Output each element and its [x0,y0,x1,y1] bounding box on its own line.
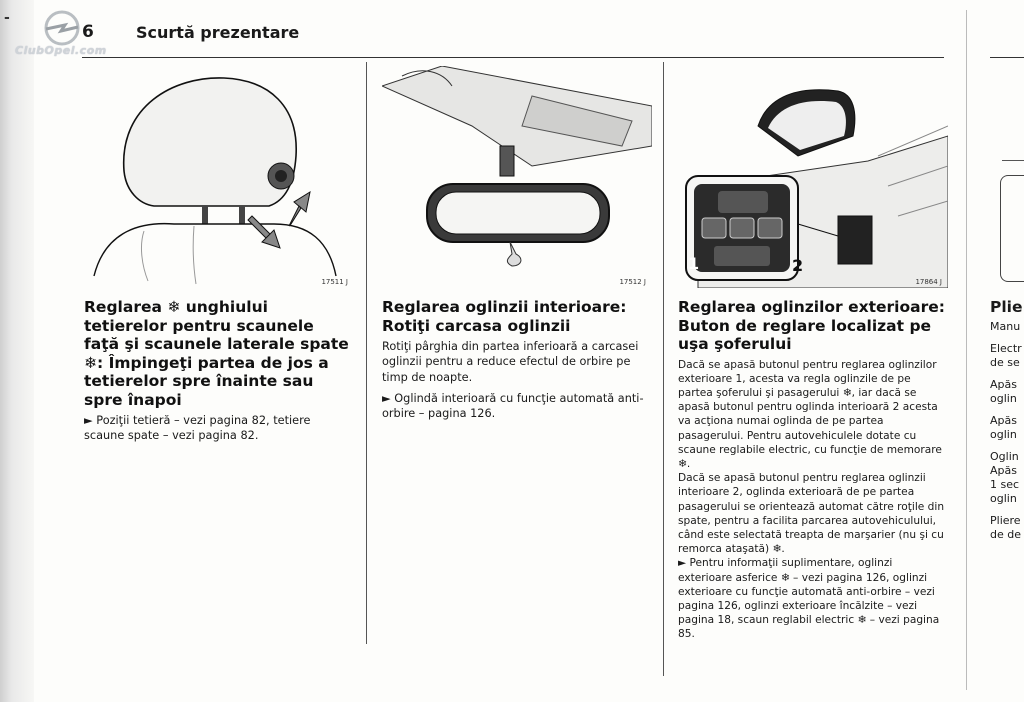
figure-code: 17512 J [619,278,646,286]
fragment-line: Oglin [990,450,1019,463]
fragment-line: Electr [990,342,1022,355]
paragraph: ► Pentru informaţii suplimentare, oglinzi exterioare asferice ❄ – vezi pagina 126, oglinzi exterioare cu funcţie automată anti-orbire – vezi pagina 126, oglinzi exterioare încălzite – vezi pagina 18, scaun reglabil electric ❄ – vezi pagina 85. [678,557,940,641]
opel-logo-icon [40,8,84,48]
callout-1: 1 [688,254,700,273]
next-page-fragment [990,298,1024,542]
paragraph: ► Poziţii tetieră – vezi pagina 82, tetiere scaune spate – vezi pagina 82. [84,414,311,443]
column-divider [663,62,664,676]
fragment-line: oglin [990,492,1017,505]
fragment-line: Pliere [990,514,1021,527]
watermark: ClubOpel.com [15,44,107,57]
fragment-line: Manu [990,320,1021,333]
column-interior-mirror [382,298,652,421]
figure-code: 17511 J [321,278,348,286]
door-control-illustration [678,66,948,288]
callout-2: 2 [792,256,804,275]
paragraph: Dacă se apasă butonul pentru reglarea oglinzii interioare 2, oglinda exterioară de pe partea pasagerului se orientează automat către roţile din spate, pentru a facilita parcarea autovehiculului, când este selectată treapta de marşarier (nu şi cu remorca ataşată) ❄. [678,472,945,556]
figure-interior-mirror [382,66,652,288]
figure-exterior-mirror-control [678,66,948,288]
next-page-fig-frame [1000,175,1024,282]
fragment-line: de de [990,528,1021,541]
book-spine-shadow [0,0,34,702]
header-rule [82,57,944,58]
section-title: Scurtă prezentare [136,23,300,42]
fragment-line: Apăs [990,414,1017,427]
next-page-header-rule [990,57,1024,58]
fragment-line: Apăs [990,378,1017,391]
interior-mirror-illustration [382,66,652,288]
fragment-line: Apăs [990,464,1017,477]
spine-mark: - [4,10,10,26]
column-exterior-mirrors [678,298,948,642]
page-number: 6 [82,22,94,42]
fragment-heading: Plie [990,298,1023,316]
fragment-line: oglin [990,428,1017,441]
figure-code: 17864 J [915,278,942,286]
column-divider [366,62,367,644]
fragment-line: de se [990,356,1020,369]
paragraph: ► Oglindă interioară cu funcţie automată anti-orbire – pagina 126. [382,391,644,421]
figure-headrest [84,66,354,288]
fragment-line: 1 sec [990,478,1020,491]
paragraph: Dacă se apasă butonul pentru reglarea oglinzilor exterioare 1, acesta va regla oglinzile de pe partea şoferului şi pasagerului ❄, iar dacă se apasă butonul pentru oglinda interioară 2 acesta va acţiona numai oglinda de pe partea pasagerului. Pentru autovehiculele dotate cu scaune reglabile electric, cu funcţie de memorare ❄. [678,358,942,470]
headrest-illustration [84,66,354,288]
fragment-line: oglin [990,392,1017,405]
column-headrest [84,298,354,444]
heading-interior-mirror: Reglarea oglinzii interioare: Rotiţi carcasa oglinzii [382,298,627,335]
heading-exterior-mirrors: Reglarea oglinzilor exterioare: Buton de reglare localizat pe uşa şoferului [678,298,945,353]
page-fold [966,10,967,690]
paragraph: Rotiţi pârghia din partea inferioară a carcasei oglinzii pentru a reduce efectul de orbire pe timp de noapte. [382,340,639,384]
heading-headrest: Reglarea ❄ unghiului tetierelor pentru scaunele faţă şi scaunele laterale spate ❄: Împingeţi partea de jos a tetierelor spre înainte sau spre înapoi [84,298,349,409]
next-page-fig-line [1002,160,1024,161]
